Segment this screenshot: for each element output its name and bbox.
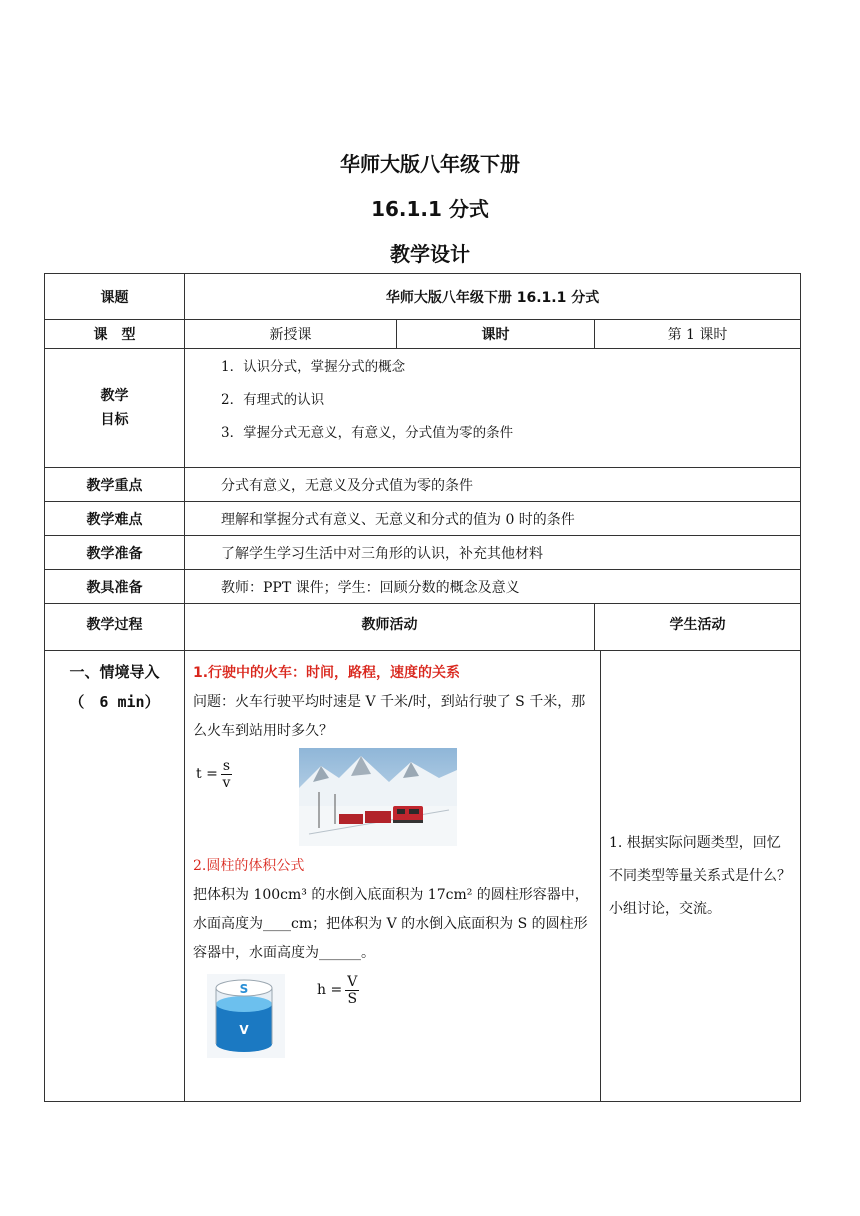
prep-label: 教学准备 — [45, 536, 185, 570]
student-activity-text: 1. 根据实际问题类型，回忆不同类型等量关系式是什么？小组讨论，交流。 — [609, 834, 791, 917]
cylinder-top-label: S — [239, 982, 249, 996]
prep-value: 了解学生学习生活中对三角形的认识，补充其他材料 — [185, 536, 801, 570]
formula-time: t = $\frac{s}{v}$ — [196, 758, 231, 791]
cylinder-body-label: V — [239, 1023, 249, 1037]
goals-label: 教学 目标 — [45, 349, 185, 468]
stage-label: 一、情境导入 — [69, 663, 160, 681]
period-label: 课时 — [397, 320, 595, 349]
formula-height: h = $\frac{V}{S}$ — [317, 974, 358, 1007]
snowy-train-photo — [299, 748, 457, 846]
section1-text: 问题：火车行驶平均时速是 V 千米/时，到站行驶了 S 千米，那么火车到站用时多久？ — [193, 694, 586, 739]
section1-media — [193, 746, 594, 848]
process-label: 教学过程 — [45, 604, 185, 651]
goal-item: 2．有理式的认识 — [221, 392, 325, 408]
period-value: 第 1 课时 — [595, 320, 801, 349]
key-value: 分式有意义，无意义及分式值为零的条件 — [185, 468, 801, 502]
key-label: 教学重点 — [45, 468, 185, 502]
document-subtitle: 16.1.1 分式 — [371, 197, 489, 221]
section2-text: 把体积为 100cm³ 的水倒入底面积为 17cm² 的圆柱形容器中，水面高度为____cm；把体积为 V 的水倒入底面积为 S 的圆柱形容器中，水面高度为______。 — [193, 887, 589, 961]
difficulty-row — [45, 502, 801, 536]
student-activity-header: 学生活动 — [595, 604, 801, 651]
type-value: 新授课 — [185, 320, 397, 349]
teacher-activity-header: 教师活动 — [185, 604, 595, 651]
student-activity-cell — [601, 651, 801, 1102]
stage-cell — [45, 651, 185, 1102]
difficulty-value: 理解和掌握分式有意义、无意义和分式的值为 0 时的条件 — [185, 502, 801, 536]
prep-row — [45, 536, 801, 570]
goal-item: 1．认识分式，掌握分式的概念 — [221, 359, 406, 375]
topic-row — [45, 274, 801, 320]
topic-value: 华师大版八年级下册 16.1.1 分式 — [185, 274, 801, 320]
stage-time: （ 6 min） — [69, 693, 160, 711]
tools-value: 教师：PPT 课件；学生：回顾分数的概念及意义 — [185, 570, 801, 604]
tools-label: 教具准备 — [45, 570, 185, 604]
type-row — [45, 320, 801, 349]
process-header-row — [45, 604, 801, 651]
cylinder-icon — [207, 974, 285, 1058]
lesson-plan-table — [44, 273, 801, 1102]
goals-list — [185, 349, 801, 468]
topic-label: 课题 — [45, 274, 185, 320]
goal-item: 3．掌握分式无意义，有意义，分式值为零的条件 — [221, 425, 514, 441]
document-title: 华师大版八年级下册 — [340, 152, 520, 176]
tools-row — [45, 570, 801, 604]
section2-title: 2.圆柱的体积公式 — [193, 858, 305, 874]
goals-row — [45, 349, 801, 468]
key-row — [45, 468, 801, 502]
teacher-activity-cell — [185, 651, 601, 1102]
section2-media — [193, 968, 594, 1060]
section1-title: 1.行驶中的火车：时间，路程，速度的关系 — [193, 665, 461, 681]
difficulty-label: 教学难点 — [45, 502, 185, 536]
process-row — [45, 651, 801, 1102]
document-heading: 教学设计 — [390, 242, 470, 266]
type-label: 课 型 — [45, 320, 185, 349]
